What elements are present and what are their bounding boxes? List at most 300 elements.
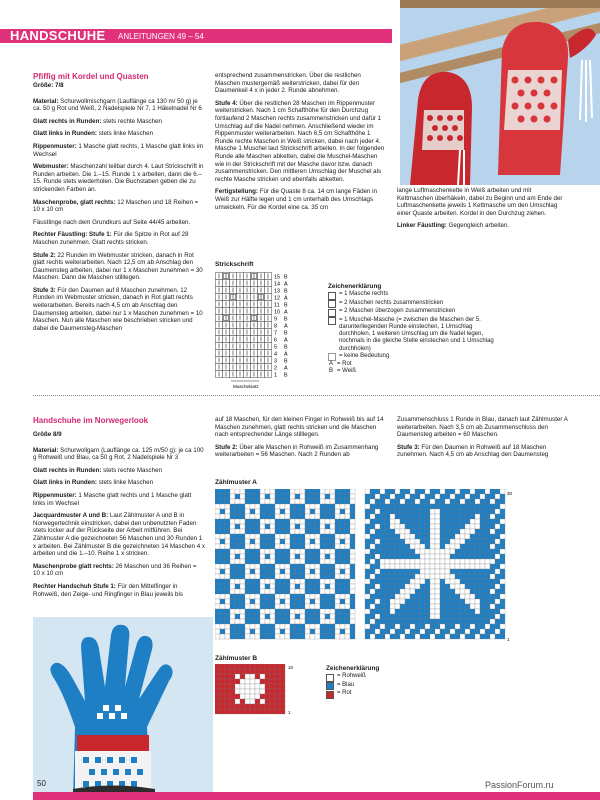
- section1-column1: [33, 72, 205, 337]
- zaehlmuster-a-cell: [485, 564, 490, 569]
- zaehlmuster-a-cell: [320, 604, 325, 609]
- section2-size: Größe 8/9: [33, 431, 62, 438]
- zaehlmuster-a-cell: [455, 604, 460, 609]
- zaehlmuster-a-cell: [385, 514, 390, 519]
- zaehlmuster-a-cell: [285, 604, 290, 609]
- zaehlmuster-a-cell: [485, 569, 490, 574]
- zaehlmuster-a-cell: [225, 584, 230, 589]
- zaehlmuster-b-cell: [275, 664, 280, 669]
- zaehlmuster-a-cell: [450, 549, 455, 554]
- zaehlmuster-a-cell: [480, 609, 485, 614]
- zaehlmuster-a-cell: [440, 544, 445, 549]
- zaehlmuster-a-cell: [400, 564, 405, 569]
- zaehlmuster-a-cell: [425, 559, 430, 564]
- zaehlmuster-a-cell: [385, 509, 390, 514]
- zaehlmuster-a-cell: [220, 569, 225, 574]
- zaehlmuster-a-cell: [350, 509, 355, 514]
- zaehlmuster-a-cell: [375, 554, 380, 559]
- zaehlmuster-a-cell: [225, 524, 230, 529]
- zaehlmuster-a-cell: [280, 599, 285, 604]
- strickschrift-label: Strickschrift: [215, 261, 254, 268]
- zaehlmuster-a-cell: [275, 589, 280, 594]
- zaehlmuster-a-cell: [305, 554, 310, 559]
- stitch-knit-icon: [328, 292, 336, 300]
- zaehlmuster-a-cell: [385, 599, 390, 604]
- zaehlmuster-a-cell: [330, 499, 335, 504]
- zaehlmuster-a-cell: [320, 504, 325, 509]
- zaehlmuster-a-cell: [215, 604, 220, 609]
- zaehlmuster-a-cell: [270, 549, 275, 554]
- zaehlmuster-a-cell: [485, 589, 490, 594]
- zaehlmuster-a-cell: [265, 584, 270, 589]
- zaehlmuster-a-cell: [265, 539, 270, 544]
- s1c1-paragraph-heading: Stufe 3:: [33, 286, 56, 294]
- zaehlmuster-a-cell: [325, 589, 330, 594]
- zaehlmuster-a-cell: [260, 599, 265, 604]
- zaehlmuster-a-cell: [215, 629, 220, 634]
- zaehlmuster-a-cell: [345, 494, 350, 499]
- zaehlmuster-a-cell: [305, 609, 310, 614]
- s2c1-paragraph-text: stets linke Maschen: [96, 479, 154, 487]
- zaehlmuster-a-cell: [285, 624, 290, 629]
- zaehlmuster-a-cell: [480, 594, 485, 599]
- zaehlmuster-a-cell: [275, 554, 280, 559]
- zaehlmuster-a-cell: [335, 584, 340, 589]
- zaehlmuster-a-cell: [475, 539, 480, 544]
- zaehlmuster-a-cell: [385, 489, 390, 494]
- s2c1-paragraph-heading: Jacquardmuster A und B:: [33, 512, 109, 520]
- strick-row-number: 8: [274, 323, 277, 330]
- watermark: PassionForum.ru: [485, 780, 554, 790]
- s2c1-paragraph-text: Laut Zählmuster A und B in Norwegertechnik einstricken, dabei den unbenutzten Faden stets locker auf der Rückseite der Arbeit mitführen. Bei Zählmuster A die gezeichneten 56 Maschen und 30 Runden 1 x arbeiten. Bei Zählmuster B die gezeichneten 14 Maschen 4 x arbeiten und die 1.–10. Reihe 1 x stricken.: [33, 512, 205, 558]
- zaehlmuster-a-cell: [270, 614, 275, 619]
- zaehlmuster-a-cell: [320, 549, 325, 554]
- zaehlmuster-b-cell: [280, 679, 285, 684]
- zaehlmuster-b-cell: [220, 674, 225, 679]
- zaehlmuster-a-cell: [220, 564, 225, 569]
- zaehlmuster-a-cell: [250, 619, 255, 624]
- zaehlmuster-a-cell: [395, 609, 400, 614]
- zaehlmuster-a-cell: [280, 594, 285, 599]
- zaehlmuster-a-cell: [245, 569, 250, 574]
- zaehlmuster-a-cell: [415, 614, 420, 619]
- zaehlmuster-a-cell: [235, 619, 240, 624]
- zaehlmuster-a-cell: [320, 574, 325, 579]
- rohweiss-swatch: [326, 674, 334, 682]
- strick-row-color: A: [284, 281, 288, 288]
- zaehlmuster-a-cell: [315, 594, 320, 599]
- zaehlmuster-a-cell: [390, 524, 395, 529]
- zaehlmuster-a-cell: [380, 594, 385, 599]
- zaehlmuster-a-cell: [370, 624, 375, 629]
- zaehlmuster-a-cell: [410, 534, 415, 539]
- zaehlmuster-a-cell: [395, 534, 400, 539]
- blau-swatch: [326, 682, 334, 690]
- zaehlmuster-a-cell: [330, 634, 335, 639]
- zaehlmuster-a-cell: [215, 569, 220, 574]
- zaehlmuster-a-cell: [410, 584, 415, 589]
- zaehlmuster-b-cell: [275, 694, 280, 699]
- zaehlmuster-a-cell: [280, 619, 285, 624]
- strick-row-number: 1: [274, 372, 277, 379]
- zaehlmuster-a-cell: [450, 564, 455, 569]
- zaehlmuster-a-cell: [240, 489, 245, 494]
- zaehlmuster-a-cell: [260, 519, 265, 524]
- zaehlmuster-a-cell: [290, 504, 295, 509]
- zaehlmuster-a-cell: [235, 499, 240, 504]
- zaehlmuster-a-cell: [495, 544, 500, 549]
- zaehlmuster-a-cell: [455, 599, 460, 604]
- zaehlmuster-a-cell: [395, 514, 400, 519]
- muschel-icon: [328, 317, 336, 325]
- zaehlmuster-a-cell: [215, 514, 220, 519]
- zaehlmuster-a-cell: [390, 519, 395, 524]
- zaehlmuster-a-cell: [255, 529, 260, 534]
- zaehlmuster-a-cell: [320, 529, 325, 534]
- zaehlmuster-a-cell: [410, 604, 415, 609]
- zaehlmuster-b-cell: [240, 674, 245, 679]
- zaehlmuster-a-cell: [230, 514, 235, 519]
- strick-row-number: 10: [274, 309, 280, 316]
- zaehlmuster-a-cell: [300, 629, 305, 634]
- zaehlmuster-a-cell: [480, 574, 485, 579]
- zaehlmuster-a-cell: [335, 579, 340, 584]
- strick-row-color: B: [284, 330, 288, 337]
- zaehlmuster-a-cell: [320, 634, 325, 639]
- zaehlmuster-a-cell: [400, 629, 405, 634]
- zaehlmuster-a-cell: [375, 519, 380, 524]
- zaehlmuster-a-cell: [300, 489, 305, 494]
- zaehlmuster-a-cell: [245, 514, 250, 519]
- zaehlmuster-a-cell: [275, 629, 280, 634]
- zaehlmuster-a-cell: [430, 584, 435, 589]
- zaehlmuster-a-cell: [225, 514, 230, 519]
- zaehlmuster-a-cell: [475, 559, 480, 564]
- zaehlmuster-a-cell: [455, 594, 460, 599]
- zaehlmuster-a-cell: [440, 624, 445, 629]
- zaehlmuster-a-cell: [340, 574, 345, 579]
- zaehlmuster-a-cell: [330, 489, 335, 494]
- zaehlmuster-a-cell: [280, 559, 285, 564]
- zaehlmuster-a-cell: [460, 634, 465, 639]
- legend-item-rechts: = 1 Masche rechts: [328, 291, 498, 300]
- zaehlmuster-a-cell: [280, 584, 285, 589]
- zaehlmuster-a-cell: [415, 574, 420, 579]
- zaehlmuster-a-cell: [410, 574, 415, 579]
- zaehlmuster-b-cell: [235, 684, 240, 689]
- zaehlmuster-a-cell: [440, 494, 445, 499]
- zaehlmuster-a-cell: [410, 554, 415, 559]
- zaehlmuster-a-cell: [485, 544, 490, 549]
- zaehlmuster-a-cell: [410, 599, 415, 604]
- zaehlmuster-a-cell: [325, 494, 330, 499]
- zaehlmuster-a-cell: [265, 564, 270, 569]
- zaehlmuster-a-cell: [320, 619, 325, 624]
- zaehlmuster-a-cell: [415, 624, 420, 629]
- zaehlmuster-a-cell: [315, 504, 320, 509]
- zaehlmuster-a-cell: [380, 524, 385, 529]
- zaehlmuster-a-cell: [470, 499, 475, 504]
- zaehlmuster-a-cell: [235, 504, 240, 509]
- zaehlmuster-a-cell: [235, 594, 240, 599]
- zaehlmuster-a-cell: [480, 499, 485, 504]
- zaehlmuster-a-cell: [420, 614, 425, 619]
- zaehlmuster-a-cell: [460, 529, 465, 534]
- zaehlmuster-a-cell: [395, 619, 400, 624]
- zaehlmuster-a-cell: [440, 489, 445, 494]
- zaehlmuster-a-cell: [225, 519, 230, 524]
- zaehlmuster-a-cell: [340, 629, 345, 634]
- zaehlmuster-b-cell: [230, 709, 235, 714]
- zaehlmuster-a-cell: [350, 524, 355, 529]
- zaehlmuster-a-cell: [335, 489, 340, 494]
- zaehlmuster-a-cell: [415, 549, 420, 554]
- zaehlmuster-a-cell: [380, 624, 385, 629]
- zaehlmuster-b-cell: [250, 684, 255, 689]
- zaehlmuster-a-cell: [230, 629, 235, 634]
- zaehlmuster-a-cell: [500, 609, 505, 614]
- zaehlmuster-a-cell: [425, 554, 430, 559]
- zaehlmuster-a-cell: [490, 624, 495, 629]
- zaehlmuster-a-cell: [400, 539, 405, 544]
- zaehlmuster-a-cell: [335, 559, 340, 564]
- zaehlmuster-a-cell: [285, 619, 290, 624]
- s2c1-paragraph-text: 26 Maschen und 36 Reihen = 10 x 10 cm: [33, 562, 197, 578]
- zaehlmuster-a-cell: [380, 614, 385, 619]
- zaehlmuster-a-cell: [240, 579, 245, 584]
- zaehlmuster-a-cell: [450, 609, 455, 614]
- zaehlmuster-a-cell: [270, 619, 275, 624]
- zaehlmuster-a-cell: [225, 629, 230, 634]
- zaehlmuster-a-cell: [275, 489, 280, 494]
- strick-row-color: B: [284, 288, 288, 295]
- zaehlmuster-a-cell: [445, 514, 450, 519]
- zaehlmuster-a-cell: [415, 629, 420, 634]
- zaehlmuster-a-cell: [220, 604, 225, 609]
- zaehlmuster-a-cell: [235, 519, 240, 524]
- zaehlmuster-a-cell: [225, 634, 230, 639]
- zaehlmuster-a-cell: [455, 569, 460, 574]
- zaehlmuster-a-cell: [375, 544, 380, 549]
- zaehlmuster-b-cell: [245, 684, 250, 689]
- zaehlmuster-a-cell: [330, 599, 335, 604]
- zaehlmuster-a-cell: [225, 544, 230, 549]
- zaehlmuster-a-cell: [435, 569, 440, 574]
- zaehlmuster-a-cell: [295, 534, 300, 539]
- zaehlmuster-b-cell: [265, 679, 270, 684]
- zaehlmuster-a-cell: [230, 504, 235, 509]
- zaehlmuster-a-cell: [460, 544, 465, 549]
- zaehlmuster-a-cell: [450, 514, 455, 519]
- zaehlmuster-a-cell: [415, 499, 420, 504]
- zaehlmuster-a-cell: [445, 629, 450, 634]
- zaehlmuster-a-cell: [365, 589, 370, 594]
- zaehlmuster-a-cell: [225, 549, 230, 554]
- zaehlmuster-a-cell: [295, 509, 300, 514]
- zaehlmuster-a-cell: [485, 549, 490, 554]
- zaehlmuster-b-cell: [255, 674, 260, 679]
- zaehlmuster-b-cell: [220, 694, 225, 699]
- zaehlmuster-b-cell: [280, 684, 285, 689]
- zaehlmuster-a-cell: [380, 604, 385, 609]
- zaehlmuster-a-cell: [320, 579, 325, 584]
- zaehlmuster-a-cell: [240, 569, 245, 574]
- zaehlmuster-a-cell: [430, 614, 435, 619]
- zaehlmuster-a-cell: [295, 569, 300, 574]
- zaehlmuster-a-cell: [325, 549, 330, 554]
- zaehlmuster-a-cell: [400, 614, 405, 619]
- zaehlmuster-a-cell: [420, 504, 425, 509]
- zaehlmuster-a-cell: [265, 589, 270, 594]
- zaehlmuster-a-cell: [285, 509, 290, 514]
- zaehlmuster-a-cell: [465, 539, 470, 544]
- zaehlmuster-a-cell: [250, 629, 255, 634]
- zaehlmuster-a-cell: [270, 519, 275, 524]
- zaehlmuster-a-cell: [390, 499, 395, 504]
- zaehlmuster-a-cell: [405, 614, 410, 619]
- zaehlmuster-a-cell: [385, 569, 390, 574]
- zaehlmuster-b-cell: [260, 664, 265, 669]
- zaehlmuster-a-cell: [420, 534, 425, 539]
- zaehlmuster-a-cell: [465, 544, 470, 549]
- zaehlmuster-a-cell: [445, 554, 450, 559]
- strick-row-color: A: [284, 337, 288, 344]
- zaehlmuster-a-cell: [315, 579, 320, 584]
- zaehlmuster-a-cell: [435, 554, 440, 559]
- zaehlmuster-a-cell: [235, 584, 240, 589]
- zaehlmuster-a-cell: [260, 559, 265, 564]
- zaehlmuster-a-cell: [420, 494, 425, 499]
- zaehlmuster-a-cell: [365, 519, 370, 524]
- zaehlmuster-a-cell: [390, 569, 395, 574]
- zaehlmuster-a-cell: [345, 534, 350, 539]
- zaehlmuster-a-cell: [460, 509, 465, 514]
- zaehlmuster-a-cell: [285, 544, 290, 549]
- zaehlmuster-a-cell: [350, 599, 355, 604]
- zaehlmuster-a-cell: [315, 609, 320, 614]
- zaehlmuster-a-cell: [500, 634, 505, 639]
- zaehlmuster-a-label: Zählmuster A: [215, 479, 257, 486]
- zaehlmuster-a-cell: [345, 554, 350, 559]
- zaehlmuster-a-cell: [310, 584, 315, 589]
- zaehlmuster-a-cell: [320, 539, 325, 544]
- s1c1-paragraph-heading: Rippenmuster:: [33, 142, 77, 150]
- zaehlmuster-a-cell: [470, 539, 475, 544]
- zaehlmuster-a-cell: [325, 514, 330, 519]
- zaehlmuster-a-cell: [475, 494, 480, 499]
- zaehlmuster-a-cell: [370, 584, 375, 589]
- zaehlmuster-a-cell: [275, 499, 280, 504]
- zaehlmuster-a-cell: [215, 519, 220, 524]
- zaehlmuster-a-cell: [215, 589, 220, 594]
- zaehlmuster-a-cell: [410, 609, 415, 614]
- zaehlmuster-a-cell: [340, 534, 345, 539]
- s1c1-paragraph-text: stets linke Maschen: [96, 130, 154, 138]
- page-header: [0, 0, 392, 46]
- zaehlmuster-a-cell: [290, 634, 295, 639]
- zaehlmuster-a-cell: [335, 569, 340, 574]
- zaehlmuster-a-cell: [440, 534, 445, 539]
- zaehlmuster-a-cell: [445, 634, 450, 639]
- zaehlmuster-a-cell: [370, 589, 375, 594]
- zaehlmuster-a-cell: [375, 629, 380, 634]
- zaehlmuster-a-cell: [465, 494, 470, 499]
- strick-row-number: 4: [274, 351, 277, 358]
- zaehlmuster-a-cell: [290, 529, 295, 534]
- zaehlmuster-b-cell: [235, 689, 240, 694]
- zaehlmuster-a-cell: [485, 509, 490, 514]
- zaehlmuster-a-cell: [230, 594, 235, 599]
- zaehlmuster-a-cell: [425, 494, 430, 499]
- zaehlmuster-a-cell: [220, 489, 225, 494]
- zaehlmuster-a-cell: [485, 579, 490, 584]
- zaehlmuster-a-cell: [470, 589, 475, 594]
- zaehlmuster-a-cell: [250, 554, 255, 559]
- zaehlmuster-a-cell: [450, 634, 455, 639]
- zaehlmuster-a-cell: [470, 494, 475, 499]
- zaehlmuster-a-cell: [375, 494, 380, 499]
- zaehlmuster-a-cell: [320, 489, 325, 494]
- zaehlmuster-a-cell: [465, 519, 470, 524]
- zaehlmuster-b-label: Zählmuster B: [215, 655, 258, 662]
- zaehlmuster-a-cell: [240, 559, 245, 564]
- zaehlmuster-a-cell: [275, 519, 280, 524]
- zaehlmuster-a-cell: [250, 519, 255, 524]
- zaehlmuster-a-cell: [385, 589, 390, 594]
- zaehlmuster-a-cell: [330, 589, 335, 594]
- zaehlmuster-a-cell: [420, 629, 425, 634]
- zaehlmuster-a-cell: [315, 564, 320, 569]
- zaehlmuster-b-cell: [270, 699, 275, 704]
- zaehlmuster-a-cell: [450, 519, 455, 524]
- zaehlmuster-a-cell: [390, 629, 395, 634]
- zaehlmuster-a-cell: [230, 524, 235, 529]
- zaehlmuster-a-cell: [460, 494, 465, 499]
- zaehlmuster-a-cell: [250, 529, 255, 534]
- zaehlmuster-a-cell: [490, 589, 495, 594]
- zaehlmuster-a-cell: [335, 524, 340, 529]
- zaehlmuster-a-cell: [305, 489, 310, 494]
- zaehlmuster-a-cell: [240, 534, 245, 539]
- zaehlmuster-a-cell: [220, 509, 225, 514]
- zaehlmuster-a-cell: [295, 494, 300, 499]
- s2c1-paragraph-text: 1 Masche glatt rechts und 1 Masche glatt links im Wechsel: [33, 491, 192, 507]
- zaehlmuster-a-cell: [400, 509, 405, 514]
- zaehlmuster-a-cell: [480, 604, 485, 609]
- zaehlmuster-a-cell: [465, 634, 470, 639]
- zaehlmuster-a-cell: [215, 574, 220, 579]
- zaehlmuster-a-cell: [435, 634, 440, 639]
- zaehlmuster-a-cell: [310, 594, 315, 599]
- section2-title: Handschuhe im Norwegerlook: [33, 416, 149, 425]
- zaehlmuster-a-cell: [485, 629, 490, 634]
- zaehlmuster-a-cell: [300, 579, 305, 584]
- zaehlmuster-a-cell: [460, 619, 465, 624]
- zaehlmuster-a-cell: [495, 599, 500, 604]
- zaehlmuster-b-cell: [270, 679, 275, 684]
- zaehlmuster-a-cell: [465, 624, 470, 629]
- zaehlmuster-b-cell: [240, 709, 245, 714]
- zaehlmuster-a-cell: [445, 569, 450, 574]
- zaehlmuster-a-cell: [335, 519, 340, 524]
- zaehlmuster-a-cell: [410, 529, 415, 534]
- zaehlmuster-a-cell: [280, 604, 285, 609]
- zaehlmuster-a-cell: [445, 524, 450, 529]
- zaehlmuster-a-cell: [365, 619, 370, 624]
- zaehlmuster-a-cell: [285, 569, 290, 574]
- zaehlmuster-a-cell: [340, 564, 345, 569]
- zaehlmuster-a-cell: [440, 599, 445, 604]
